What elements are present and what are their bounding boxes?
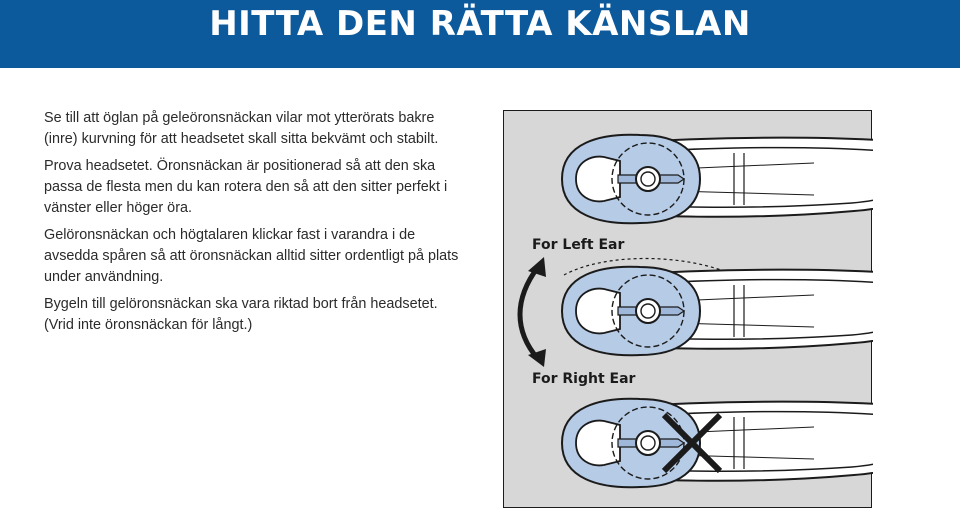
headset-left-ear bbox=[562, 135, 873, 223]
label-left-ear: For Left Ear bbox=[532, 237, 625, 253]
label-right-ear: For Right Ear bbox=[532, 371, 636, 387]
headset-incorrect bbox=[562, 399, 873, 487]
page-title: HITTA DEN RÄTTA KÄNSLAN bbox=[209, 4, 751, 44]
instructions-text bbox=[44, 108, 464, 342]
instruction-paragraph-1: Se till att öglan på geleöronsnäckan vilar mot ytterörats bakre (inre) kurvning för att headsetet skall sitta bekvämt och stabilt. bbox=[44, 110, 439, 147]
rotate-arrow-icon bbox=[520, 257, 546, 367]
headset-illustration bbox=[504, 111, 873, 509]
header-banner bbox=[0, 0, 960, 68]
instruction-paragraph-3: Gelöronsnäckan och högtalaren klickar fast i varandra i de avsedda spåren så att öronsnäckan alltid sitter ordentligt på plats under användning. bbox=[44, 227, 459, 285]
headset-right-ear bbox=[562, 259, 873, 356]
eargel-illustration-panel bbox=[503, 110, 872, 508]
instruction-paragraph-2: Prova headsetet. Öronsnäckan är positionerad så att den ska passa de flesta men du kan rotera den så att den sitter perfekt i vänster eller höger öra. bbox=[44, 158, 448, 216]
instruction-paragraph-4: Bygeln till gelöronsnäckan ska vara riktad bort från headsetet. (Vrid inte öronsnäckan för långt.) bbox=[44, 296, 438, 333]
